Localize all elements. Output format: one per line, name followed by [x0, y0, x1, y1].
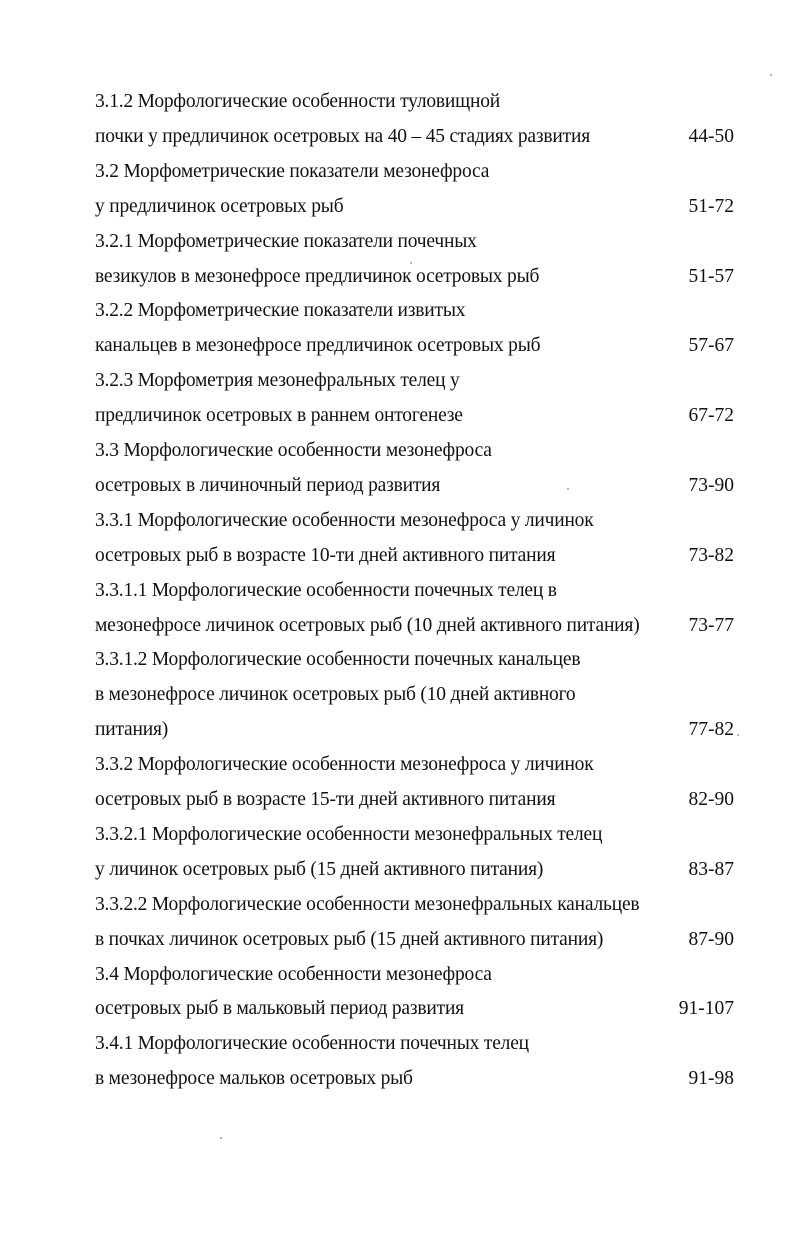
scan-speck — [737, 734, 739, 736]
toc-entry-line: питания) — [95, 719, 169, 741]
toc-entry-line: осетровых рыб в возрасте 15-ти дней активного питания — [95, 789, 556, 810]
toc-entry-heading: 3.3.2.2 Морфологические особенности мезонефральных канальцев — [95, 893, 640, 915]
toc-page-range: 73-82 — [688, 544, 734, 566]
toc-entry-heading: 3.3.1 Морфологические особенности мезонефроса у личинок — [95, 509, 594, 531]
toc-entry-heading: 3.2.3 Морфометрия мезонефральных телец у — [95, 370, 460, 392]
toc-page-range: 44-50 — [688, 125, 734, 147]
toc-entry-line: в почках личинок осетровых рыб (15 дней активного питания) — [95, 928, 604, 950]
scan-speck — [410, 262, 412, 264]
toc-entry-line: у предличинок осетровых рыб — [95, 195, 344, 217]
toc-page-range: 51-57 — [688, 265, 734, 287]
toc-page-range: 82-90 — [688, 789, 734, 810]
toc-entry-heading: 3.3 Морфологические особенности мезонефроса — [95, 440, 492, 461]
toc-page-range: 67-72 — [688, 405, 734, 427]
toc-entry-heading: 3.2 Морфометрические показатели мезонефроса — [95, 160, 490, 182]
toc-entry-line: в мезонефросе личинок осетровых рыб (10 дней активного — [95, 684, 576, 706]
toc-entry-line: почки у предличинок осетровых на 40 – 45 стадиях развития — [95, 125, 590, 147]
toc-entry-line: осетровых рыб в мальковый период развития — [95, 998, 464, 1020]
toc-page-range: 87-90 — [688, 928, 734, 950]
toc-entry-line: мезонефросе личинок осетровых рыб (10 дней активного питания) — [95, 614, 640, 636]
toc-entry-heading: 3.1.2 Морфологические особенности туловищной — [95, 91, 500, 112]
toc-entry-line: осетровых в личиночный период развития — [95, 474, 441, 496]
toc-entry-heading: 3.4 Морфологические особенности мезонефроса — [95, 963, 492, 985]
toc-page-range: 73-77 — [688, 614, 734, 636]
toc-page-range: 91-98 — [688, 1068, 734, 1090]
toc-entry-heading: 3.4.1 Морфологические особенности почечных телец — [95, 1033, 529, 1055]
toc-page-range: 91-107 — [678, 998, 734, 1020]
toc-entry-heading: 3.3.2 Морфологические особенности мезонефроса у личинок — [95, 754, 594, 776]
toc-entry-heading: 3.2.1 Морфометрические показатели почечных — [95, 230, 477, 252]
scan-speck — [567, 488, 569, 490]
toc-entry-line: в мезонефросе мальков осетровых рыб — [95, 1068, 413, 1090]
toc-entry-line: предличинок осетровых в раннем онтогенезе — [95, 405, 463, 427]
toc-entry-line: осетровых рыб в возрасте 10-ти дней активного питания — [95, 544, 556, 566]
toc-page-range: 57-67 — [688, 335, 734, 357]
toc-page-range: 51-72 — [688, 195, 734, 217]
toc-entry-heading: 3.3.2.1 Морфологические особенности мезонефральных телец — [95, 823, 603, 845]
toc-page-range: 77-82 — [688, 719, 734, 741]
toc-page-range: 83-87 — [688, 858, 734, 880]
toc-entry-line: у личинок осетровых рыб (15 дней активного питания) — [95, 858, 544, 880]
scan-speck — [770, 74, 772, 76]
toc-page-range: 73-90 — [688, 474, 734, 496]
toc-entry-line: канальцев в мезонефросе предличинок осетровых рыб — [95, 335, 541, 357]
toc-entry-line: везикулов в мезонефросе предличинок осетровых рыб — [95, 265, 540, 287]
toc-entry-heading: 3.3.1.1 Морфологические особенности почечных телец в — [95, 579, 557, 601]
toc-entry-heading: 3.3.1.2 Морфологические особенности почечных канальцев — [95, 649, 581, 671]
scan-speck — [220, 1137, 222, 1139]
toc-entry-heading: 3.2.2 Морфометрические показатели извитых — [95, 300, 466, 322]
